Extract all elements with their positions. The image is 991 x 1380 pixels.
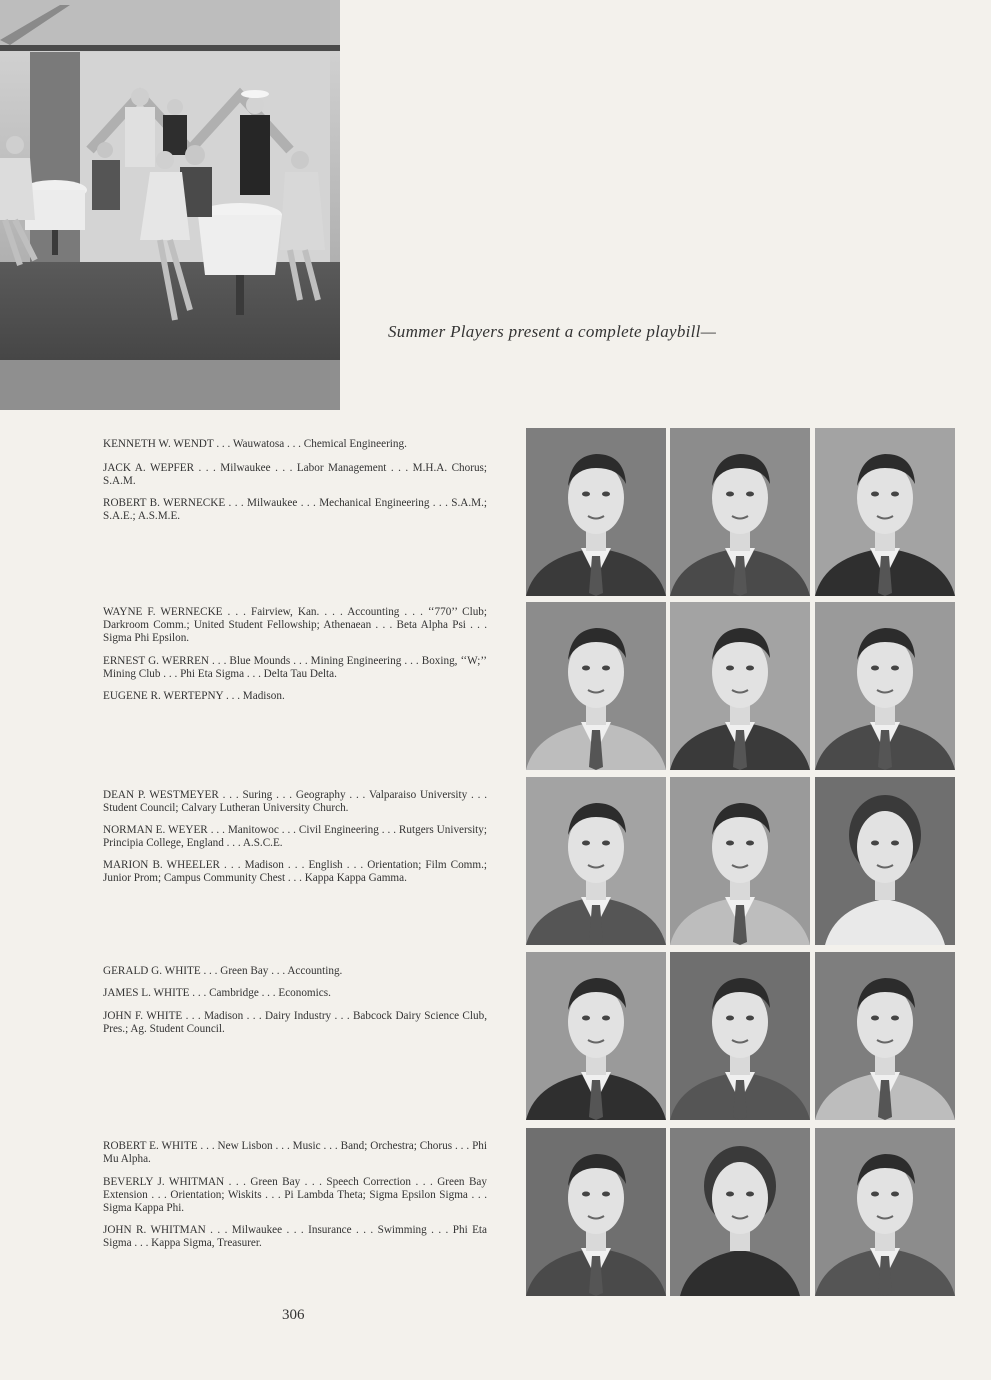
portrait-ernest-werren bbox=[670, 602, 810, 770]
portrait-jack-wepfer bbox=[670, 428, 810, 596]
stage-photo bbox=[0, 0, 340, 410]
portrait-john-whitman bbox=[815, 1128, 955, 1296]
student-entry: BEVERLY J. WHITMAN . . . Green Bay . . . Speech Correction . . . Green Bay Extension . . . Orientation; Wiskits . . . Pi Lambda Theta; Sigma Epsilon Sigma . . . Sigma Kappa Phi. bbox=[103, 1176, 487, 1214]
page-number: 306 bbox=[282, 1307, 305, 1323]
photo-caption: Summer Players present a complete playbill— bbox=[388, 322, 717, 341]
student-entry: ROBERT B. WERNECKE . . . Milwaukee . . . Mechanical Engineering . . . S.A.M.; S.A.E.; A.S.M.E. bbox=[103, 497, 487, 522]
student-entry: EUGENE R. WERTEPNY . . . Madison. bbox=[103, 690, 285, 702]
portrait-robert-white bbox=[526, 1128, 666, 1296]
student-entry: JACK A. WEPFER . . . Milwaukee . . . Labor Management . . . M.H.A. Chorus; S.A.M. bbox=[103, 462, 487, 487]
portrait-gerald-white bbox=[526, 952, 666, 1120]
portrait-kenneth-wendt bbox=[526, 428, 666, 596]
student-entry: KENNETH W. WENDT . . . Wauwatosa . . . Chemical Engineering. bbox=[103, 438, 407, 450]
portrait-norman-weyer bbox=[670, 777, 810, 945]
student-entry: JAMES L. WHITE . . . Cambridge . . . Economics. bbox=[103, 987, 331, 999]
portrait-wayne-wernecke bbox=[526, 602, 666, 770]
student-entry: DEAN P. WESTMEYER . . . Suring . . . Geography . . . Valparaiso University . . . Student Council; Calvary Lutheran University Church. bbox=[103, 789, 487, 814]
portrait-eugene-wertepny bbox=[815, 602, 955, 770]
portrait-dean-westmeyer bbox=[526, 777, 666, 945]
portrait-john-white bbox=[815, 952, 955, 1120]
portrait-marion-wheeler bbox=[815, 777, 955, 945]
student-entry: MARION B. WHEELER . . . Madison . . . English . . . Orientation; Film Comm.; Junior Prom; Campus Community Chest . . . Kappa Kappa Gamma. bbox=[103, 859, 487, 884]
student-entry: GERALD G. WHITE . . . Green Bay . . . Accounting. bbox=[103, 965, 343, 977]
portrait-robert-wernecke bbox=[815, 428, 955, 596]
student-entry: ERNEST G. WERREN . . . Blue Mounds . . . Mining Engineering . . . Boxing, ‘‘W;’’ Mining Club . . . Phi Eta Sigma . . . Delta Tau Delta. bbox=[103, 655, 487, 680]
portrait-james-white bbox=[670, 952, 810, 1120]
student-entry: WAYNE F. WERNECKE . . . Fairview, Kan. . . . Accounting . . . ‘‘770’’ Club; Darkroom Comm.; United Student Fellowship; Athenaean . . . Beta Alpha Psi . . . Sigma Phi Epsilon. bbox=[103, 606, 487, 644]
portrait-beverly-whitman bbox=[670, 1128, 810, 1296]
portrait-grid bbox=[523, 426, 963, 1306]
student-entry: JOHN F. WHITE . . . Madison . . . Dairy Industry . . . Babcock Dairy Science Club, Pres.; Ag. Student Council. bbox=[103, 1010, 487, 1035]
student-entry: JOHN R. WHITMAN . . . Milwaukee . . . Insurance . . . Swimming . . . Phi Eta Sigma . . . Kappa Sigma, Treasurer. bbox=[103, 1224, 487, 1249]
student-entry: NORMAN E. WEYER . . . Manitowoc . . . Civil Engineering . . . Rutgers University; Principia College, England . . . A.S.C.E. bbox=[103, 824, 487, 849]
student-entry: ROBERT E. WHITE . . . New Lisbon . . . Music . . . Band; Orchestra; Chorus . . . Phi Mu Alpha. bbox=[103, 1140, 487, 1165]
